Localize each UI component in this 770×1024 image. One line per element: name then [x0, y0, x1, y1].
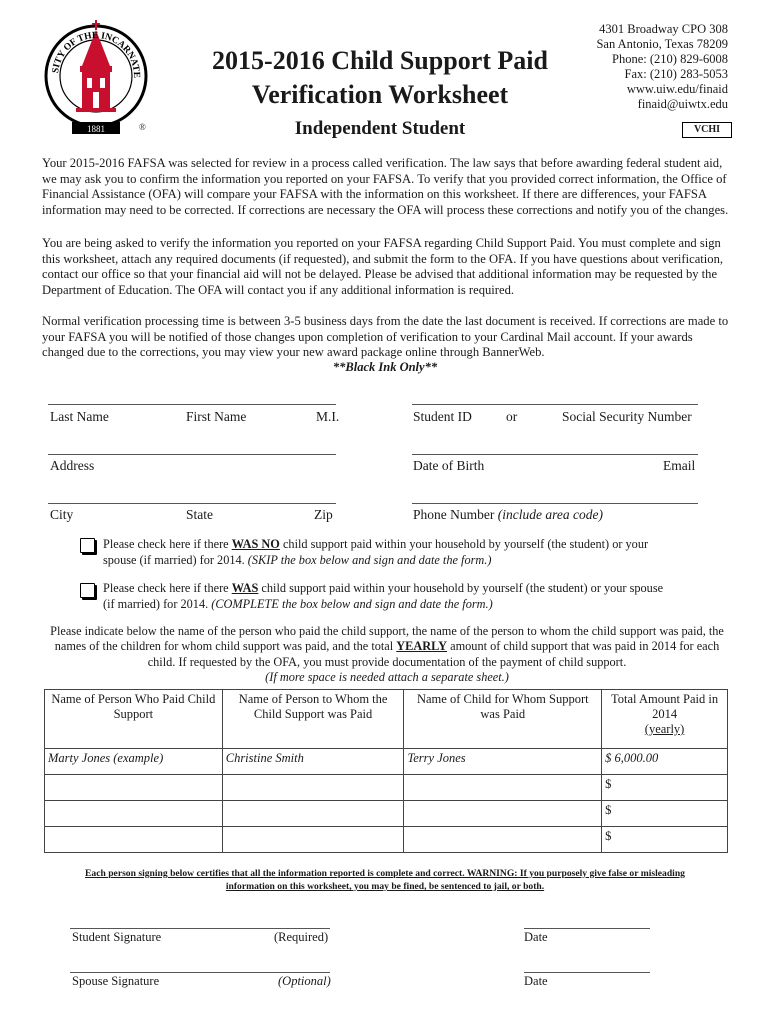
attach-sheet-note: (If more space is needed attach a separate sheet.): [265, 669, 509, 684]
spouse-signature-line[interactable]: [70, 972, 330, 973]
payee-cell[interactable]: [222, 775, 404, 801]
page-title: [170, 44, 590, 112]
no-child-support-checkbox[interactable]: [80, 538, 95, 553]
page-subtitle: Independent Student: [294, 118, 466, 139]
student-date-label: Date: [524, 930, 548, 944]
phone-line: Phone: (210) 829-6008: [612, 52, 728, 66]
col-amount-header: Total Amount Paid in 2014 (yearly): [602, 690, 728, 749]
zip-label: Zip: [314, 507, 333, 522]
child-support-table: [44, 689, 728, 853]
form-code-badge: VCHI: [682, 122, 732, 138]
seal-text: SITY OF THE INCARNATE: [51, 30, 142, 79]
example-payer: Marty Jones (example): [45, 749, 223, 775]
address-label: Address: [50, 458, 95, 473]
student-signature-label: Student Signature: [72, 930, 162, 944]
instructions-paragraph: You are being asked to verify the information you reported on your FAFSA regarding Child Support Paid. You must complete and sign this worksheet, attach any required documents (if requested), and submit the form to the OFA. If you have questions about verification, contact our office so that your financial aid will not be delayed. Please be advised that additional information may be requested by the Department of Education. The OFA will contact you if any additional information is required.: [42, 236, 724, 297]
table-row[interactable]: [45, 827, 728, 853]
email-link[interactable]: finaid@uiwtx.edu: [637, 97, 728, 111]
example-child: Terry Jones: [404, 749, 602, 775]
address-line-field[interactable]: [48, 454, 336, 455]
payer-cell[interactable]: [45, 827, 223, 853]
child-cell[interactable]: [404, 827, 602, 853]
office-address: [596, 22, 728, 112]
student-date-line[interactable]: [524, 928, 650, 929]
email-label: Email: [663, 458, 696, 473]
spouse-signature-label: Spouse Signature: [72, 974, 160, 988]
col-payer-header: Name of Person Who Paid Child Support: [45, 690, 223, 749]
child-cell[interactable]: [404, 775, 602, 801]
amount-cell[interactable]: $: [602, 801, 728, 827]
student-signature-line[interactable]: [70, 928, 330, 929]
title-line-1: 2015-2016 Child Support Paid: [212, 46, 548, 75]
payee-cell[interactable]: [222, 827, 404, 853]
table-instructions: Please indicate below the name of the person who paid the child support, the name of the person to whom the child support was paid, the names of the children for whom child support was paid, and the total YEARLY amount of child support that was paid in 2014 for each child. If requested by the OFA, you must provide documentation of the payment of child support. (If more space is needed attach a separate sheet.): [50, 624, 724, 684]
fax-line: Fax: (210) 283-5053: [624, 67, 728, 81]
table-row[interactable]: [45, 801, 728, 827]
last-name-label: Last Name: [50, 409, 109, 424]
child-support-paid-text: Please check here if there WAS child support paid within your household by yourself (the student) or your spouse (if married) for 2014. (COMPLETE the box below and sign and date the form.): [103, 581, 664, 611]
student-id-label: Student ID: [413, 409, 472, 424]
phone-label-text: Phone Number: [413, 507, 495, 522]
child-support-paid-checkbox[interactable]: [80, 583, 95, 598]
example-amount: $ 6,000.00: [602, 749, 728, 775]
registered-mark: ®: [139, 122, 146, 132]
student-id-line[interactable]: [412, 404, 698, 405]
payee-cell[interactable]: [222, 801, 404, 827]
phone-label-note: (include area code): [497, 507, 603, 522]
payer-cell[interactable]: [45, 801, 223, 827]
col-payee-header: Name of Person to Whom the Child Support was Paid: [222, 690, 404, 749]
first-name-label: First Name: [186, 409, 247, 424]
phone-line-field[interactable]: [412, 503, 698, 504]
state-label: State: [186, 507, 213, 522]
intro-paragraph: Your 2015-2016 FAFSA was selected for review in a process called verification. The law says that before awarding federal student aid, we may ask you to confirm the information you reported on your FAFSA. To verify that you provided correct information, the Office of Financial Assistance (OFA) will compare your FAFSA with the information on this worksheet. If there are differences, your FAFSA information may need to be corrected. If corrections are necessary the OFA will process these corrections and notify you of the changes.: [42, 156, 729, 217]
city-line[interactable]: [48, 503, 336, 504]
col-child-header: Name of Child for Whom Support was Paid: [404, 690, 602, 749]
website-link[interactable]: www.uiw.edu/finaid: [626, 82, 728, 96]
table-row[interactable]: [45, 775, 728, 801]
spouse-date-label: Date: [524, 974, 548, 988]
university-seal-logo: [44, 18, 148, 136]
or-label: or: [506, 409, 518, 424]
amount-cell[interactable]: $: [602, 775, 728, 801]
certification-warning: Each person signing below certifies that all the information reported is complete and correct. WARNING: If you purposely give false or misleading information on this worksheet, you may be fined, be sentenced to jail, or both.: [85, 868, 685, 892]
no-child-support-text: Please check here if there WAS NO child support paid within your household by yourself (the student) or your spouse (if married) for 2014. (SKIP the box below and sign and date the form.): [103, 537, 649, 567]
amount-cell[interactable]: $: [602, 827, 728, 853]
optional-label: (Optional): [278, 974, 331, 988]
seal-year: 1881: [87, 124, 105, 134]
mi-label: M.I.: [316, 409, 340, 424]
table-header-row: [45, 690, 728, 749]
city-label: City: [50, 507, 74, 522]
processing-paragraph: Normal verification processing time is between 3-5 business days from the date the last document is received. If corrections are made to your FAFSA you will be notified of those changes upon completion of verification to your Cardinal Mail account. If your awards changed due to the corrections, you may view your new award package online through BannerWeb.: [42, 314, 729, 360]
address-line: San Antonio, Texas 78209: [596, 37, 728, 51]
address-line: 4301 Broadway CPO 308: [599, 22, 728, 36]
required-label: (Required): [274, 930, 329, 944]
name-line[interactable]: [48, 404, 336, 405]
payer-cell[interactable]: [45, 775, 223, 801]
dob-email-line[interactable]: [412, 454, 698, 455]
child-cell[interactable]: [404, 801, 602, 827]
table-row-example: [45, 749, 728, 775]
title-line-2: Verification Worksheet: [251, 80, 509, 109]
black-ink-notice: **Black Ink Only**: [332, 360, 438, 374]
ssn-label: Social Security Number: [562, 409, 692, 424]
spouse-date-line[interactable]: [524, 972, 650, 973]
dob-label: Date of Birth: [413, 458, 485, 473]
phone-label: [413, 507, 603, 523]
example-payee: Christine Smith: [222, 749, 404, 775]
